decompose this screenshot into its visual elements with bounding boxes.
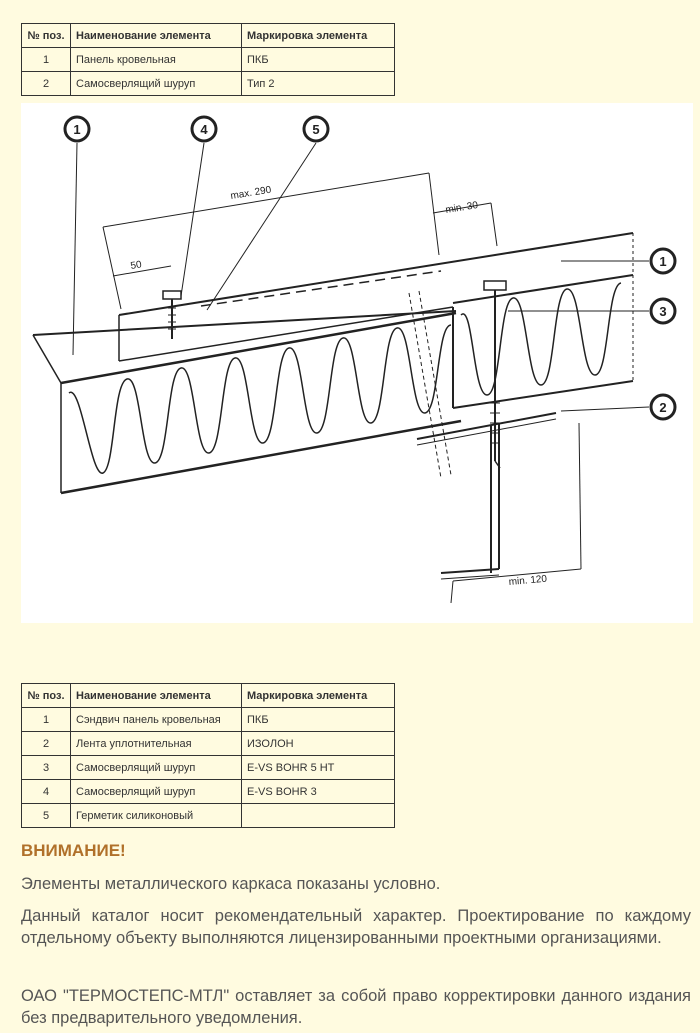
table-header-row <box>22 24 395 48</box>
table-row <box>22 780 395 804</box>
cell-mark: E-VS BOHR 3 <box>242 780 395 804</box>
elements-table-2 <box>21 683 395 828</box>
header-name: Наименование элемента <box>71 24 242 48</box>
screw-3 <box>484 281 506 468</box>
upper-panel <box>119 233 633 408</box>
cell-name: Самосверлящий шуруп <box>71 780 242 804</box>
cell-mark: E-VS BOHR 5 HT <box>242 756 395 780</box>
header-mark: Маркировка элемента <box>242 24 395 48</box>
header-pos: № поз. <box>22 684 71 708</box>
note-paragraph-3: ОАО "ТЕРМОСТЕПС-МТЛ" оставляет за собой право корректировки данного издания без предварительного уведомления. <box>21 987 691 1027</box>
callout-label: 2 <box>659 400 667 415</box>
table-row <box>22 756 395 780</box>
attention-heading: ВНИМАНИЕ! <box>21 841 126 860</box>
cell-pos: 4 <box>22 780 71 804</box>
cell-name: Сэндвич панель кровельная <box>71 708 242 732</box>
table-row <box>22 732 395 756</box>
purlin-profile <box>417 413 556 579</box>
cell-pos: 5 <box>22 804 71 828</box>
dim-min-120: min. 120 <box>508 573 548 588</box>
cell-mark: Тип 2 <box>242 72 395 96</box>
header-mark: Маркировка элемента <box>242 684 395 708</box>
cell-name: Панель кровельная <box>71 48 242 72</box>
screw-4 <box>163 291 181 339</box>
header-pos: № поз. <box>22 24 71 48</box>
cell-name: Самосверлящий шуруп <box>71 756 242 780</box>
table-row <box>22 708 395 732</box>
cell-mark: ПКБ <box>242 48 395 72</box>
callout-label: 1 <box>73 122 81 137</box>
roof-joint-drawing <box>21 103 693 623</box>
table-header-row <box>22 684 395 708</box>
table-row <box>22 72 395 96</box>
cell-pos: 1 <box>22 48 71 72</box>
callout-label: 3 <box>659 304 667 319</box>
callout-label: 4 <box>200 122 208 137</box>
callout-label: 1 <box>659 254 667 269</box>
insulation-wave-right <box>461 283 621 395</box>
note-paragraph-1: Элементы металлического каркаса показаны условно. <box>21 875 441 893</box>
table-row <box>22 48 395 72</box>
cell-pos: 1 <box>22 708 71 732</box>
cell-mark <box>242 804 395 828</box>
dim-min-30: min. 30 <box>444 199 479 216</box>
cell-pos: 2 <box>22 732 71 756</box>
cell-mark: ИЗОЛОН <box>242 732 395 756</box>
table-row <box>22 804 395 828</box>
cell-name: Лента уплотнительная <box>71 732 242 756</box>
dimensions <box>103 173 581 603</box>
cell-name: Герметик силиконовый <box>71 804 242 828</box>
dim-max-290: max. 290 <box>229 184 273 202</box>
header-name: Наименование элемента <box>71 684 242 708</box>
dim-50: 50 <box>129 259 143 272</box>
elements-table-1 <box>21 23 395 96</box>
note-paragraph-2: Данный каталог носит рекомендательный характер. Проектирование по каждому отдельному объекту выполняются лицензированными проектными организациями. <box>21 907 691 947</box>
cell-mark: ПКБ <box>242 708 395 732</box>
cell-pos: 2 <box>22 72 71 96</box>
callout-label: 5 <box>312 122 320 137</box>
left-panel <box>33 311 461 493</box>
drawing-svg <box>21 103 693 623</box>
cell-pos: 3 <box>22 756 71 780</box>
cell-name: Самосверлящий шуруп <box>71 72 242 96</box>
